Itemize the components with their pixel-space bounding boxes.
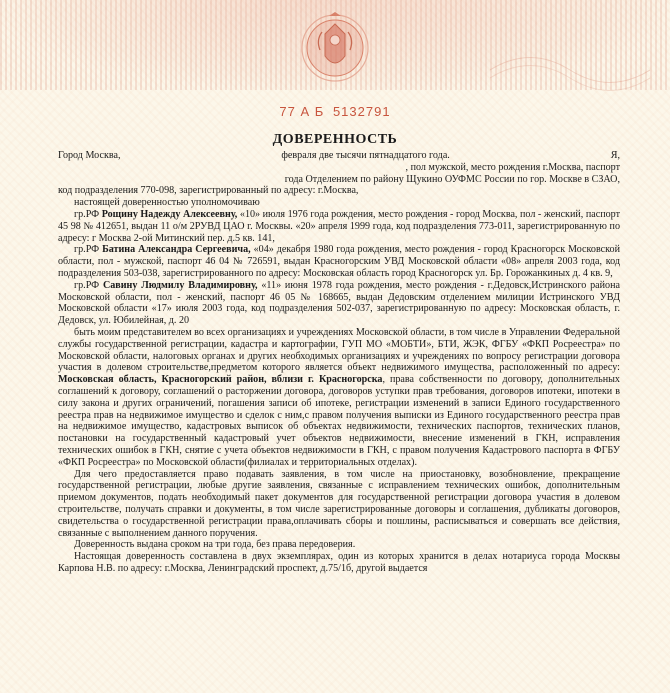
coat-of-arms-emblem — [300, 10, 370, 88]
attorney-1 — [58, 209, 620, 244]
document-title: ДОВЕРЕННОСТЬ — [272, 132, 398, 147]
date-text: февраля две тысячи пятнадцатого года. — [281, 150, 450, 161]
attorney-2-name: Батина Александра Сергеевича, — [102, 244, 251, 256]
city: Город Москва, — [58, 150, 121, 161]
attorney-1-details: «10» июля 1976 года рождения, место рождения - город Москва, пол - женский, паспорт 45 98 № 412651, выдан 11 о/м 2РУВД ЦАО г. Москвы. «20» апреля 1999 года, код подразделения 773-011, зарегистрированную по адресу: г Москва 2-ой Митинский пер. д.5 кв. 141, — [58, 208, 620, 244]
term-paragraph: Доверенность выдана сроком на три года, без права передоверия. — [74, 539, 356, 551]
attorney-3 — [58, 280, 620, 327]
principal-line-4: код подразделения 770-098, зарегистрированный по адресу: г.Москва, — [58, 185, 359, 197]
attorney-2 — [58, 244, 620, 279]
document-body — [58, 150, 620, 575]
attorney-2-prefix: гр.РФ — [74, 244, 100, 256]
principal-line-5: настоящей доверенностью уполномочиваю — [74, 197, 260, 209]
principal-line-3: года Отделением по району Щукино ОУФМС России по гор. Москве в СЗАО, — [284, 173, 620, 185]
attorney-3-name: Савину Людмилу Владимировну, — [102, 279, 258, 291]
serial-number — [0, 104, 670, 119]
serial-series: 77 А Б — [279, 104, 325, 119]
rights-paragraph: Для чего предоставляется право подавать заявления, в том числе на приостановку, возобновление, прекращение государственной регистрации, любые другие заявления, связанные с исправлением технических ошибок, дополнительным приемом документов, подать необходимый пакет документов для государственной регистрации договора участия в долевом строительстве, получать справки и документы, в том числе зарегистрированные договоры и соглашения, дубликаты договоров, свидетельства о государственной регистрации права,оплачивать сборы и пошлины, расписываться и совершать все действия, связанные с выполнением данного поручения. — [58, 468, 620, 539]
attorney-1-prefix: гр.РФ — [74, 208, 100, 220]
attorney-3-details: «11» июня 1978 года рождения, место рождения - г.Дедовск,Истринского района Московской области, пол - женский, паспорт 46 05 № 168665, выдан Дедовским отделением милиции Истринского УВД Московской области «17» июля 2003 года, код подразделения 502-037, зарегистрированную по адресу: Московская область, г. Дедовск, ул. Юбилейная, д. 20 — [58, 279, 620, 327]
decorative-guilloche — [490, 40, 650, 100]
attorney-2-details: «04» декабря 1980 года рождения, место рождения - город Красногорск Московской области, пол - мужской, паспорт 46 04 № 726591, выдан Красногорским УВД Московской области «08» апреля 2003 года, код подразделения 503-038, зарегистрированного по адресу: Московская область город Красногорск ул. Бр. Горожанкиных д. 4 кв. 9, — [58, 244, 620, 279]
property-address: Московская область, Красногорский район, вблизи г. Красногорска — [58, 374, 383, 386]
serial-digits: 5132791 — [332, 104, 391, 119]
powers-text-a: быть моим представителем во всех организациях и учреждениях Московской области, в том числе в Управлении Федеральной службы государственной регистрации, кадастра и картографии, ГУП МО «МОБТИ», БТИ, ЖЭК, ФГБУ «ФКП Росреестра» по Московской области, налоговых органах и других необходимых организациях и учреждениях по вопросу регистрации договора участия в долевом строительстве,предметом которого является объект недвижимого имущества, расположенный по адресу: — [58, 326, 620, 374]
ya-word: Я, — [610, 150, 620, 161]
city-date-line — [58, 150, 620, 162]
attorney-3-prefix: гр.РФ — [74, 279, 100, 291]
copies-paragraph: Настоящая доверенность составлена в двух экземплярах, один из которых хранится в делах нотариуса города Москвы Карпова Н.В. по адресу: г.Москва, Ленинградский проспект, д.75/1б, другой выдается — [58, 551, 620, 574]
principal-line-2: , пол мужской, место рождения г.Москва, паспорт — [405, 161, 620, 173]
powers-text-b: , права собственности по договору, дополнительных соглашений к договору, соглашений о расторжении договора, договоров уступки прав требования, договоров ипотеки, ипотеки в силу закона и других ограничений, погашения записи об ипотеке, регистрации изменений в записи Единого государственного реестра прав на недвижимое имущество и сделок с ним,с правом получения выписки из Единого государственного реестра прав на недвижимое имущество, кадастровых выписок об объектах недвижимости, технических паспортов, технических планов, постановки на государственный кадастровый учет объектов недвижимости, внесение изменений в ГКН, исправления технических ошибок в ГКН, снятие с учета объектов недвижимости в ГКН, с правом получения Кадастрового паспорта в ФГБУ «ФКП Росреестра» по Московской области(филиалах и территориальных отделах). — [58, 374, 620, 468]
powers-paragraph — [58, 327, 620, 469]
attorney-1-name: Рощину Надежду Алексеевну, — [101, 208, 238, 220]
